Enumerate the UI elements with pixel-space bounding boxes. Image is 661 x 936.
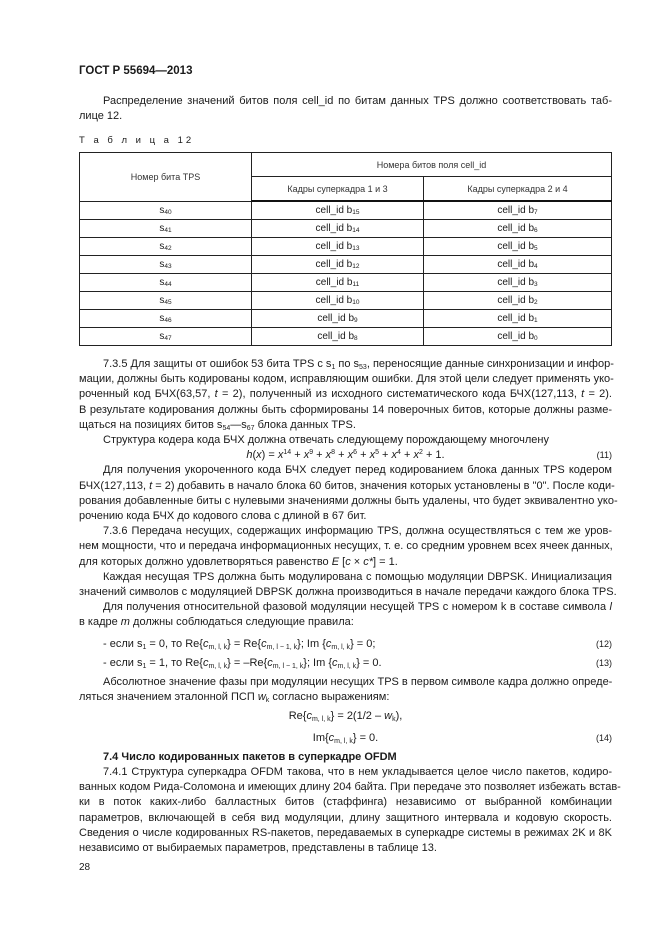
cell-prefix: s (159, 277, 165, 288)
text-line (79, 841, 612, 856)
text-run: мации, должны быть кодированы кодом, исправляющим ошибки. Для этой цели следует применять уко- (79, 373, 614, 386)
subscript: m, l, k (311, 716, 331, 724)
text-run: Re{ (288, 710, 307, 723)
table-row (80, 292, 612, 310)
equation-11 (79, 448, 612, 463)
text-line (79, 433, 612, 448)
italic-text: c (261, 637, 267, 650)
paragraph-7-3-6 (79, 524, 612, 570)
document-header: ГОСТ Р 55694—2013 (79, 65, 193, 77)
cell-index: 42 (164, 245, 172, 252)
subscript: 1 (142, 643, 147, 651)
subscript: 54 (222, 424, 231, 432)
text-run: должны соблюдаться следующие правила: (129, 616, 354, 629)
paragraph-rules (79, 600, 612, 630)
text-run: }; Im { (303, 656, 333, 669)
cell-index: 11 (352, 281, 360, 288)
equation-13 (79, 656, 612, 671)
cell-prefix: cell_id b (315, 241, 353, 252)
col-header-frames-1-3: Кадры суперкадра 1 и 3 (252, 177, 424, 202)
text-run: ки в поток каких-либо балластных битов (стаффинга) независимо от выбранной комбинации (79, 796, 612, 809)
paragraph-absolute-phase (79, 675, 612, 705)
subscript: 67 (246, 424, 255, 432)
cell-index: 44 (164, 281, 172, 288)
italic-text: t (581, 388, 585, 401)
text-line (79, 780, 621, 795)
italic-text: w (257, 691, 266, 704)
subscript: m, l, k (334, 737, 353, 745)
frames-1-3-cell (252, 274, 424, 292)
text-run: } = 0. (352, 731, 379, 744)
text-run: Структура кодера кода БЧХ должна отвечать следующему порождающему многочлену (103, 434, 549, 447)
superscript: 5 (375, 449, 379, 457)
cell-prefix: s (159, 259, 165, 270)
cell-index: 2 (534, 299, 538, 306)
italic-text: x (325, 449, 332, 462)
text-run: ванных кодом Рида-Соломона и имеющих длину 204 байта. При передаче это позволяет избежать встав- (79, 781, 621, 794)
tps-bit-cell (80, 238, 252, 256)
subscript: m, l − 1, k (272, 662, 304, 670)
equation-body (246, 449, 444, 461)
text-run: в кадре (79, 616, 121, 629)
text-line (79, 463, 612, 478)
text-run: } = 0. (356, 656, 382, 669)
cell-index: 9 (354, 317, 358, 324)
text-run: параметров, включающей в себя вид модуляции, длину защитного интервала и кодовую скорость. (79, 811, 612, 824)
text-run: = 2), полученный из исходного систематического кода БЧХ(127,113, (217, 388, 582, 401)
section-heading-7-4: 7.4 Число кодированных пакетов в суперкадре OFDM (103, 750, 397, 763)
text-run: + (335, 449, 348, 462)
text-run: по s (335, 358, 360, 370)
cell-prefix: cell_id b (315, 259, 353, 270)
italic-text: x (347, 449, 354, 462)
subscript: k (392, 716, 396, 724)
text-run: + (378, 449, 392, 462)
cell-index: 12 (352, 263, 360, 270)
equation-number: (14) (595, 732, 612, 743)
text-run: рочению кода БЧХ до кодового слова с длиной в 67 бит. (79, 510, 367, 523)
text-run: [ (339, 555, 346, 568)
table-row (80, 328, 612, 346)
text-line (79, 509, 612, 524)
cell-prefix: s (159, 313, 165, 324)
italic-text: x (256, 449, 262, 462)
text-run: В результате кодирования должны быть сформированы 14 поверочных битов, которые должны разме- (79, 403, 612, 416)
italic-text: x (369, 449, 376, 462)
frames-2-4-cell (424, 201, 612, 220)
subscript: m, l, k (208, 643, 228, 651)
text-line (79, 600, 612, 615)
text-line (79, 357, 612, 372)
italic-text: m (120, 616, 130, 629)
text-line (79, 372, 612, 387)
paragraph-7-4-1 (79, 765, 621, 856)
cell-prefix: cell_id b (497, 277, 535, 288)
cell-prefix: cell_id b (315, 277, 353, 288)
text-line (79, 109, 612, 124)
text-line (79, 387, 612, 402)
tps-bit-cell (80, 328, 252, 346)
text-run: блока данных TPS. (254, 418, 356, 431)
text-run: + (313, 449, 326, 462)
cell-index: 8 (354, 335, 358, 342)
frames-1-3-cell (252, 201, 424, 220)
text-run: БЧХ(127,113, (79, 479, 150, 492)
equation-body (103, 638, 375, 650)
text-line (79, 795, 612, 810)
cell-index: 7 (534, 209, 538, 216)
table-row (80, 238, 612, 256)
text-run: ( (252, 449, 257, 462)
text-line (79, 585, 617, 600)
text-run: независимо от выбираемых параметров, представлены в таблице 13. (79, 842, 437, 855)
text-run: = 2). (584, 388, 612, 401)
frames-2-4-cell (424, 310, 612, 328)
subscript: k (265, 697, 270, 705)
text-run: нем мощности, что и передача информационных несущих, т. е. со средним уровнем всех ячеек данных, (79, 540, 613, 553)
text-line (79, 570, 612, 585)
table-row (80, 274, 612, 292)
italic-text: x (303, 449, 310, 462)
text-run: ] = 1. (373, 555, 398, 568)
italic-text: c (267, 656, 273, 669)
text-line (79, 403, 612, 418)
text-run: ляться значением эталонной ПСП (79, 691, 258, 704)
text-run: 7.3.6 Передача несущих, содержащих информацию TPS, должна осуществляться с тем же уров- (103, 525, 612, 538)
table-row (80, 256, 612, 274)
text-run: + (400, 449, 414, 462)
italic-text: c (325, 637, 332, 650)
tps-bit-cell (80, 220, 252, 238)
frames-1-3-cell (252, 328, 424, 346)
italic-text: x (413, 449, 419, 462)
cell-index: 3 (534, 281, 538, 288)
cell-index: 0 (534, 335, 538, 342)
subscript: m, l, k (208, 662, 228, 670)
frames-2-4-cell (424, 238, 612, 256)
equation-body (103, 657, 382, 669)
text-line (79, 615, 612, 630)
table-caption: Т а б л и ц а 12 (79, 135, 195, 146)
cell-index: 41 (164, 227, 172, 234)
cell-prefix: cell_id b (315, 223, 353, 234)
text-run: Сведения о числе кодированных RS-пакетов, передаваемых в суперкадре системы в режимах 2K и 8K (79, 826, 612, 839)
subscript: 1 (142, 662, 147, 670)
text-line (79, 675, 612, 690)
cell-index: 10 (352, 299, 360, 306)
text-run: , переносящие данные синхронизации и инфор- (366, 358, 614, 370)
frames-1-3-cell (252, 220, 424, 238)
italic-text: t (214, 388, 218, 401)
table-row (80, 201, 612, 220)
text-run: 7.3.5 Для защиты от ошибок 53 бита TPS с s (103, 358, 332, 370)
italic-text: c (306, 710, 312, 723)
text-run: = 1, то Re{ (146, 656, 203, 669)
paragraph-encoder-structure (79, 433, 612, 448)
equation-14b (79, 731, 612, 746)
text-run: + (291, 449, 304, 462)
body-text (79, 357, 621, 856)
text-run: лице 12. (79, 110, 123, 123)
cell-index: 1 (534, 317, 538, 324)
cell-index: 5 (534, 245, 538, 252)
cell-index: 14 (352, 227, 360, 234)
text-run: Для получения укороченного кода БЧХ следует перед кодированием блока данных TPS кодером (103, 464, 612, 477)
italic-text: c (345, 555, 351, 568)
frames-2-4-cell (424, 292, 612, 310)
cell-prefix: s (159, 295, 165, 306)
cell-prefix: cell_id b (497, 295, 535, 306)
subscript: 53 (359, 364, 367, 371)
frames-2-4-cell (424, 256, 612, 274)
frames-1-3-cell (252, 310, 424, 328)
paragraph-shortened-code (79, 463, 618, 524)
superscript: 14 (283, 449, 292, 457)
text-run: - если s (103, 656, 143, 669)
text-run: рования добавленные биты с нулевыми значениями должны быть удалены, что будет эквивалентно уко- (79, 494, 618, 507)
page-number: 28 (79, 862, 91, 873)
text-run: Абсолютное значение фазы при модуляции несущих TPS в первом символе кадра должно опреде- (103, 676, 613, 689)
italic-text: c (328, 731, 335, 744)
cell-prefix: cell_id b (497, 259, 535, 270)
tps-bit-cell (80, 256, 252, 274)
cell-index: 13 (352, 245, 360, 252)
cell-index: 43 (164, 263, 172, 270)
text-line (79, 826, 612, 841)
cell-index: 15 (352, 209, 360, 216)
text-run: для которых должно удовлетворяться равенство (79, 555, 332, 568)
col-header-tps-bit: Номер бита TPS (80, 153, 252, 202)
text-run: } = Re{ (227, 637, 262, 650)
text-run: 7.4.1 Структура суперкадра OFDM такова, что в нем укладывается целое число пакетов, кодиро- (103, 766, 612, 779)
equation-14a (79, 709, 612, 724)
cell-prefix: s (159, 331, 165, 342)
cell-prefix: cell_id b (497, 223, 535, 234)
text-line (79, 690, 612, 705)
italic-text: l (609, 601, 612, 614)
text-run: Для получения относительной фазовой модуляции несущей TPS с номером k в составе символа (103, 601, 610, 614)
frames-2-4-cell (424, 328, 612, 346)
cell-index: 47 (164, 335, 172, 342)
subscript: m, l − 1, k (266, 643, 298, 651)
cell-index: 40 (164, 208, 172, 216)
cell-prefix: s (159, 241, 165, 252)
text-line (79, 94, 612, 109)
frames-2-4-cell (424, 220, 612, 238)
text-line (79, 494, 618, 509)
italic-text: c* (363, 555, 374, 568)
text-run: ), (395, 710, 403, 723)
cell-prefix: cell_id b (317, 331, 355, 342)
text-run: } = –Re{ (227, 656, 268, 669)
superscript: 2 (418, 449, 423, 457)
cell-prefix: cell_id b (497, 331, 535, 342)
text-run: = 2) добавить в начало блока 60 битов, значения которых установлены в "0". После коди- (152, 479, 615, 492)
tps-bit-cell (80, 201, 252, 220)
text-run: роченный код БЧХ(63,57, (79, 388, 215, 401)
text-run: Распределение значений битов поля cell_id по битам данных TPS должно соответствовать таб- (103, 95, 612, 107)
equation-number: (11) (596, 450, 612, 461)
cell-index: 45 (164, 299, 172, 306)
equation-body (289, 710, 403, 722)
tps-bit-cell (80, 274, 252, 292)
text-run: = 0, то Re{ (146, 637, 203, 650)
text-run: щаться на позициях битов s (79, 418, 223, 431)
equation-body (313, 732, 378, 744)
cell-prefix: s (159, 223, 165, 234)
superscript: 4 (397, 449, 401, 457)
subscript: m, l, k (331, 643, 351, 651)
superscript: 9 (309, 449, 314, 457)
text-run: - если s (103, 637, 143, 650)
text-run: + 1. (422, 449, 445, 462)
text-line (79, 539, 612, 554)
italic-text: c (332, 656, 338, 669)
text-run: Im{ (312, 731, 329, 744)
subscript: 1 (331, 364, 336, 371)
col-header-frames-2-4: Кадры суперкадра 2 и 4 (424, 177, 612, 202)
equation-12 (79, 637, 612, 652)
text-line (79, 765, 612, 780)
italic-text: c (202, 656, 209, 669)
intro-paragraph (79, 94, 612, 124)
table-row (80, 220, 612, 238)
text-line (79, 555, 612, 570)
italic-text: w (384, 710, 393, 723)
table-12 (79, 152, 612, 346)
text-run: } = 2(1/2 – (330, 710, 385, 723)
cell-prefix: cell_id b (317, 313, 355, 324)
equation-number: (13) (595, 657, 612, 668)
cell-prefix: cell_id b (497, 313, 535, 324)
italic-text: h (246, 449, 253, 462)
text-line (79, 524, 612, 539)
cell-prefix: cell_id b (315, 205, 353, 216)
frames-1-3-cell (252, 238, 424, 256)
paragraph-7-3-5 (79, 357, 612, 433)
text-run: Каждая несущая TPS должна быть модулирована с помощью модуляции DBPSK. Инициализация (103, 570, 612, 583)
cell-prefix: cell_id b (497, 205, 535, 216)
text-line (79, 479, 615, 494)
text-run: + (357, 449, 370, 462)
frames-1-3-cell (252, 256, 424, 274)
frames-1-3-cell (252, 292, 424, 310)
group-header-cell-id: Номера битов поля cell_id (252, 153, 612, 177)
italic-text: E (331, 555, 340, 568)
italic-text: x (277, 449, 284, 462)
italic-text: t (149, 479, 153, 492)
paragraph-dbpsk (79, 570, 617, 600)
superscript: 6 (353, 449, 358, 457)
italic-text: c (202, 637, 209, 650)
text-run: ) = (261, 449, 278, 462)
table-row (80, 310, 612, 328)
text-run: }; Im { (297, 637, 326, 650)
cell-index: 4 (534, 263, 538, 270)
cell-index: 6 (534, 227, 538, 234)
superscript: 8 (331, 449, 336, 457)
frames-2-4-cell (424, 274, 612, 292)
text-run: —s (230, 418, 247, 431)
tps-bit-cell (80, 292, 252, 310)
text-run: } = 0; (350, 637, 376, 650)
text-line (79, 418, 612, 433)
cell-index: 46 (164, 317, 172, 324)
subscript: m, l, k (337, 662, 357, 670)
cell-prefix: cell_id b (497, 241, 535, 252)
text-run: согласно выражениям: (269, 691, 390, 704)
cell-prefix: cell_id b (315, 295, 353, 306)
italic-text: x (391, 449, 398, 462)
cell-prefix: s (159, 204, 165, 216)
text-run: × (350, 555, 364, 568)
equation-number: (12) (595, 638, 612, 649)
tps-bit-cell (80, 310, 252, 328)
text-run: значений символов с модуляцией DBPSK должна производиться в начале передачи каждого блока TPS. (79, 586, 617, 599)
text-line (79, 811, 612, 826)
